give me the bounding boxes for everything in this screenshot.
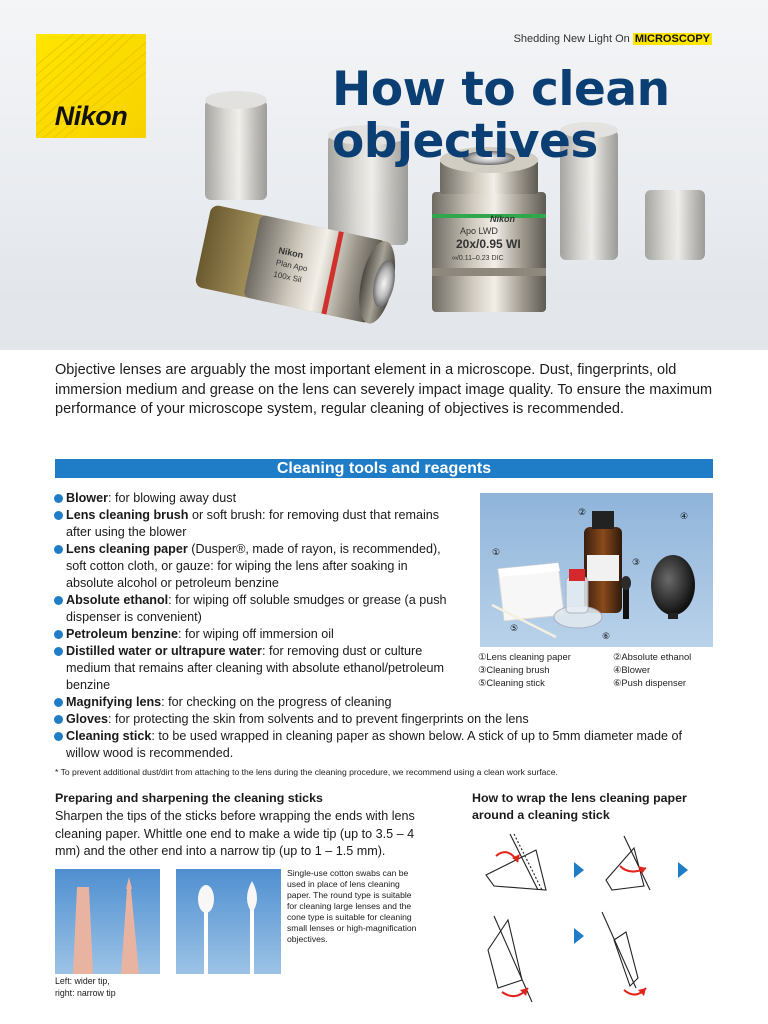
wrap-heading-line: around a cleaning stick: [472, 808, 610, 822]
page-title-line-2: objectives: [332, 114, 598, 169]
bullet-icon: [54, 647, 63, 656]
tagline-highlight: MICROSCOPY: [634, 33, 710, 45]
list-item: [54, 694, 714, 711]
wrap-heading-line: How to wrap the lens cleaning paper: [472, 791, 687, 805]
intro-paragraph: Objective lenses are arguably the most important element in a microscope. Dust, fingerprints, old immersion medium and grease on the lens can severely impact image quality. To ensure the maximum performance of your microscope system, regular cleaning of objectives is recommended.: [55, 362, 713, 417]
sticks-caption: [55, 976, 165, 999]
nikon-logo: [36, 34, 146, 138]
list-item: [54, 592, 454, 626]
front-objective-label-4: ∞/0.11–0.23 DIC: [452, 255, 504, 262]
caption-line: right: narrow tip: [55, 987, 116, 998]
swab-note: Single-use cotton swabs can be used in place of lens cleaning paper. The round type is suitable for cleaning large lenses and the cone type is suitable for cleaning small lenses or high-magnification objectives.: [287, 868, 417, 944]
legend-item: ⑥Push dispenser: [613, 677, 687, 688]
marker-6: ⑥: [602, 632, 611, 642]
bullet-icon: [54, 715, 63, 724]
logo-wordmark: Nikon: [54, 101, 128, 131]
list-item: [54, 507, 454, 541]
marker-5: ⑤: [510, 624, 519, 634]
tagline-prefix: Shedding New Light On: [513, 33, 630, 45]
tool-desc: : for protecting the skin from solvents and to prevent fingerprints on the lens: [108, 712, 529, 726]
bullet-icon: [54, 698, 63, 707]
tool-name: Cleaning stick: [66, 729, 152, 743]
cleaning-sticks-photo: [55, 869, 160, 974]
step-arrow-icon: [574, 862, 584, 878]
step-arrow-icon: [678, 862, 688, 878]
tool-desc: or soft brush: for removing dust that remains after using the blower: [66, 508, 440, 539]
legend-item: ②Absolute ethanol: [613, 651, 692, 662]
marker-4: ④: [680, 512, 689, 522]
hero-banner: [0, 0, 768, 350]
wrap-heading: [472, 790, 722, 824]
left-objective-label-1: Nikon: [277, 245, 305, 261]
list-item: [54, 711, 714, 728]
prep-heading: Preparing and sharpening the cleaning sticks: [55, 791, 323, 805]
legend-item: ④Blower: [613, 664, 651, 675]
tool-name: Magnifying lens: [66, 695, 162, 709]
bullet-icon: [54, 511, 63, 520]
tool-name: Gloves: [66, 712, 108, 726]
tool-name: Blower: [66, 491, 108, 505]
footnote: * To prevent additional dust/dirt from attaching to the lens during the cleaning procedure, we recommend using a clean work surface.: [55, 767, 558, 777]
tool-desc: : for wiping off soluble smudges or grease (a push dispenser is convenient): [66, 593, 447, 624]
tool-desc: : to be used wrapped in cleaning paper as shown below. A stick of up to 5mm diameter made of willow wood is recommended.: [66, 729, 683, 760]
tool-desc: (Dusper®, made of rayon, is recommended), soft cotton cloth, or gauze: for wiping the lens after soaking in absolute alcohol or petroleum benzine: [66, 542, 441, 590]
legend-item: ⑤Cleaning stick: [478, 677, 545, 688]
marker-2: ②: [578, 508, 587, 518]
list-item: [54, 541, 454, 592]
bullet-icon: [54, 545, 63, 554]
bullet-icon: [54, 732, 63, 741]
legend-item: ③Cleaning brush: [478, 664, 550, 675]
list-item: [54, 490, 454, 507]
tool-name: Absolute ethanol: [66, 593, 169, 607]
cleaning-tools-photo: [480, 493, 713, 647]
front-objective-label-3: 20x/0.95 WI: [456, 237, 521, 251]
left-objective-label-2: Plan Apo: [275, 257, 309, 274]
legend-row: [478, 663, 718, 676]
cotton-swabs-photo: [176, 869, 281, 974]
front-objective-label-1: Nikon: [490, 214, 516, 224]
tool-desc: : for checking on the progress of cleaning: [161, 695, 392, 709]
page-title: [332, 64, 752, 168]
marker-3: ③: [632, 558, 641, 568]
tool-name: Lens cleaning brush: [66, 508, 189, 522]
tool-name: Petroleum benzine: [66, 627, 178, 641]
tagline: [514, 33, 712, 45]
step-arrow-icon: [574, 928, 584, 944]
photo-legend: [478, 650, 718, 689]
tool-name: Lens cleaning paper: [66, 542, 188, 556]
bullet-icon: [54, 494, 63, 503]
wrap-steps-diagram: [474, 820, 714, 1010]
section-heading-tools: Cleaning tools and reagents: [55, 459, 713, 478]
bullet-icon: [54, 630, 63, 639]
prep-text: Sharpen the tips of the sticks before wrapping the ends with lens cleaning paper. Whittle one end to make a wide tip (up to 3.5 – 4 mm) and the other end into a narrow tip (up to 1 – 1.5 mm).: [55, 809, 415, 858]
bullet-icon: [54, 596, 63, 605]
list-item: [54, 643, 454, 694]
left-objective-label-3: 100x Sil: [272, 269, 303, 285]
legend-item: ①Lens cleaning paper: [478, 651, 571, 662]
marker-1: ①: [492, 548, 501, 558]
page-title-line-1: How to clean: [332, 62, 670, 117]
legend-row: [478, 650, 718, 663]
tool-desc: : for blowing away dust: [108, 491, 237, 505]
tool-name: Distilled water or ultrapure water: [66, 644, 262, 658]
tool-desc: : for wiping off immersion oil: [177, 627, 334, 641]
caption-line: Left: wider tip,: [55, 976, 110, 986]
list-item: [54, 728, 714, 762]
legend-row: [478, 676, 718, 689]
list-item: [54, 626, 454, 643]
tool-desc: : for removing dust or culture medium that remains after cleaning with absolute ethanol/petroleum benzine: [66, 644, 445, 692]
front-objective-label-2: Apo LWD: [460, 226, 498, 236]
